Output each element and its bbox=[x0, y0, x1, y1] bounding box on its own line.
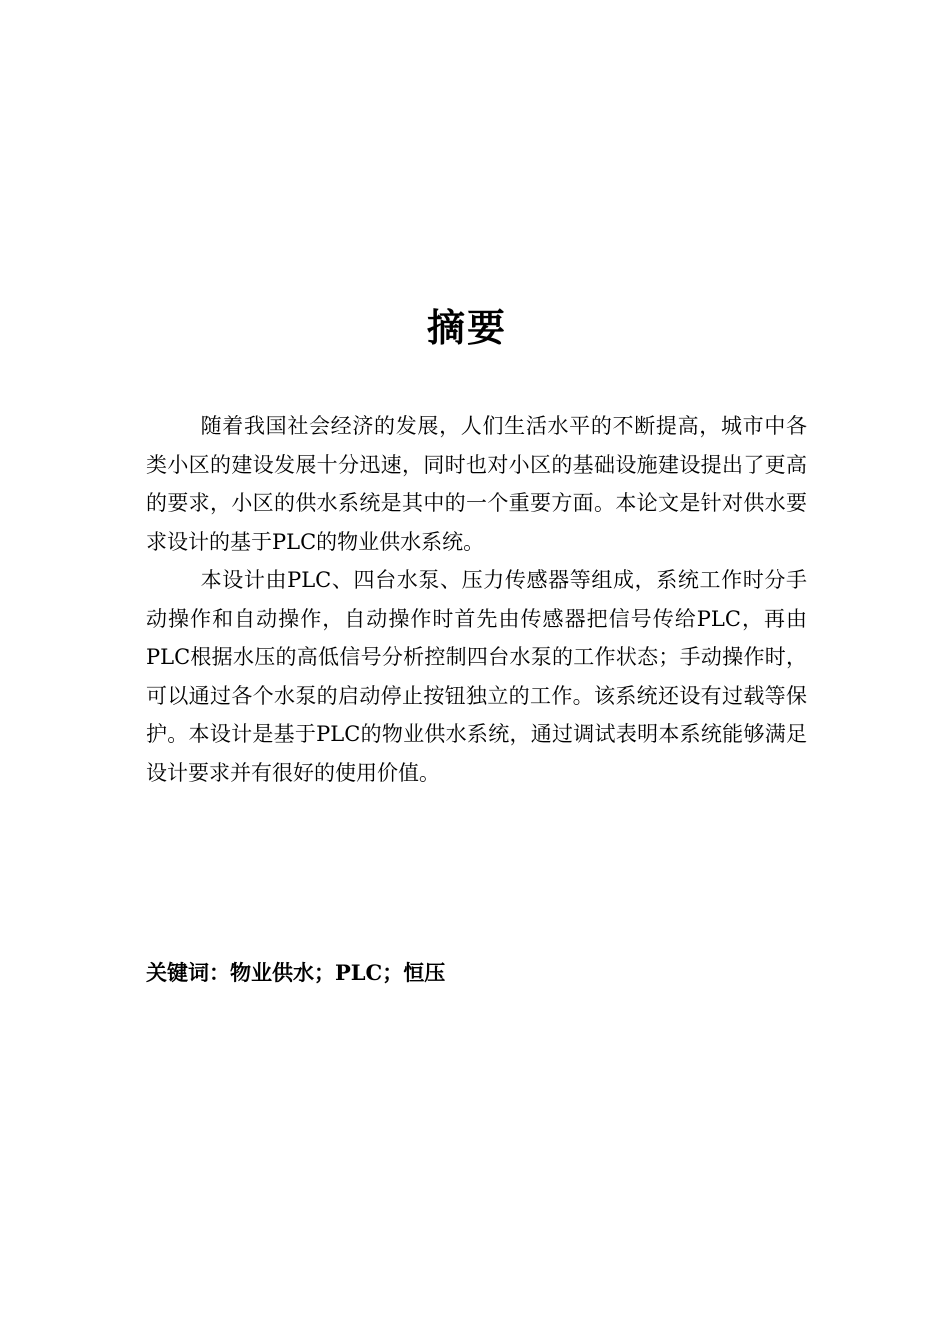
abstract-paragraph-1: 随着我国社会经济的发展，人们生活水平的不断提高，城市中各类小区的建设发展十分迅速，同时也对小区的基础设施建设提出了更高的要求，小区的供水系统是其中的一个重要方面。本论文是针对供水要求设计的基于PLC的物业供水系统。 bbox=[146, 414, 807, 554]
abstract-title: 摘要 bbox=[426, 305, 507, 350]
abstract-body bbox=[146, 407, 807, 792]
keywords-line: 关键词：物业供水；PLC；恒压 bbox=[146, 960, 446, 985]
abstract-paragraph-2: 本设计由PLC、四台水泵、压力传感器等组成，系统工作时分手动操作和自动操作，自动操作时首先由传感器把信号传给PLC，再由PLC根据水压的高低信号分析控制四台水泵的工作状态；手动操作时，可以通过各个水泵的启动停止按钮独立的工作。该系统还设有过载等保护。本设计是基于PLC的物业供水系统，通过调试表明本系统能够满足设计要求并有很好的使用价值。 bbox=[146, 568, 807, 785]
